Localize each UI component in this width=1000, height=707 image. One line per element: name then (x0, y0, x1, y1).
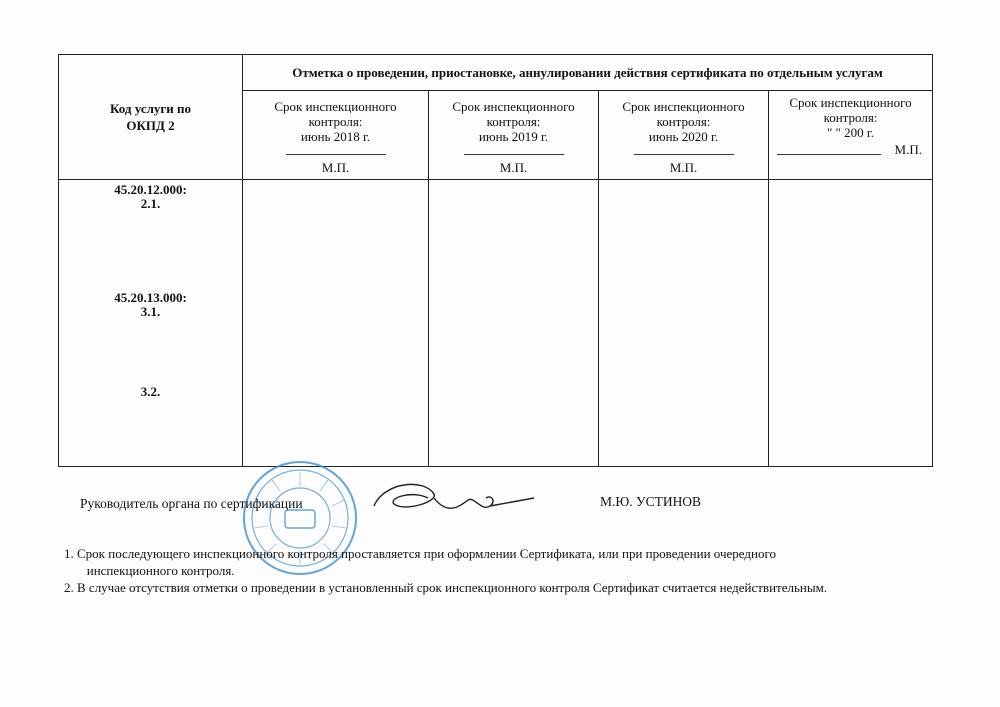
footnote-2: 2. В случае отсутствия отметки о проведении в установленный срок инспекционного контроля Сертификат считается недействительным. (64, 580, 828, 595)
signatory-name: М.Ю. УСТИНОВ (600, 494, 702, 509)
signature-line (777, 154, 881, 155)
footnote-1: 1. Срок последующего инспекционного контроля проставляется при оформлении Сертификата, или при проведении очередного (64, 546, 776, 561)
col-line: июнь 2020 г. (648, 129, 719, 144)
footnotes (64, 546, 944, 597)
stamp-place-label: М.П. (894, 142, 922, 157)
col-line: Срок инспекционного (622, 99, 745, 114)
inspection-table (58, 54, 933, 467)
signature-line (634, 154, 734, 155)
code-header-line-2: ОКПД 2 (126, 118, 175, 133)
col-line: июнь 2019 г. (478, 129, 549, 144)
mark-cell-blank (769, 180, 933, 467)
mark-cell-2018 (243, 180, 429, 467)
stamp-place-label: М.П. (669, 160, 698, 175)
col-line: контроля: (823, 110, 878, 125)
col-line: контроля: (308, 114, 363, 129)
mark-cell-2020 (599, 180, 769, 467)
stamp-place-label: М.П. (321, 160, 350, 175)
inspection-column-2019 (429, 91, 599, 180)
inspection-column-2018 (243, 91, 429, 180)
service-subcode: 2.1. (140, 196, 161, 211)
inspection-column-blank (769, 91, 933, 180)
signature-line (464, 154, 564, 155)
code-column-header (59, 55, 243, 180)
handwritten-signature-image (364, 476, 544, 532)
marks-header: Отметка о проведении, приостановке, аннулировании действия сертификата по отдельным услугам (243, 55, 933, 91)
mark-cell-2019 (429, 180, 599, 467)
service-code: 45.20.13.000: (114, 290, 187, 305)
code-header-line-1: Код услуги по (109, 101, 192, 116)
service-codes-cell (59, 180, 243, 467)
col-line: Срок инспекционного (452, 99, 575, 114)
signature-line (286, 154, 386, 155)
service-code: 45.20.12.000: (114, 182, 187, 197)
col-line: " " 200 г. (827, 125, 874, 140)
inspection-column-2020 (599, 91, 769, 180)
service-subcode: 3.1. (140, 304, 161, 319)
signature-label: Руководитель органа по сертификации (80, 496, 303, 511)
footnote-1-continued: инспекционного контроля. (64, 563, 235, 578)
col-line: Срок инспекционного (789, 95, 912, 110)
col-line: контроля: (656, 114, 711, 129)
stamp-place-label: М.П. (499, 160, 528, 175)
col-line: Срок инспекционного (274, 99, 397, 114)
col-line: контроля: (486, 114, 541, 129)
service-subcode: 3.2. (140, 384, 161, 399)
col-line: июнь 2018 г. (300, 129, 371, 144)
